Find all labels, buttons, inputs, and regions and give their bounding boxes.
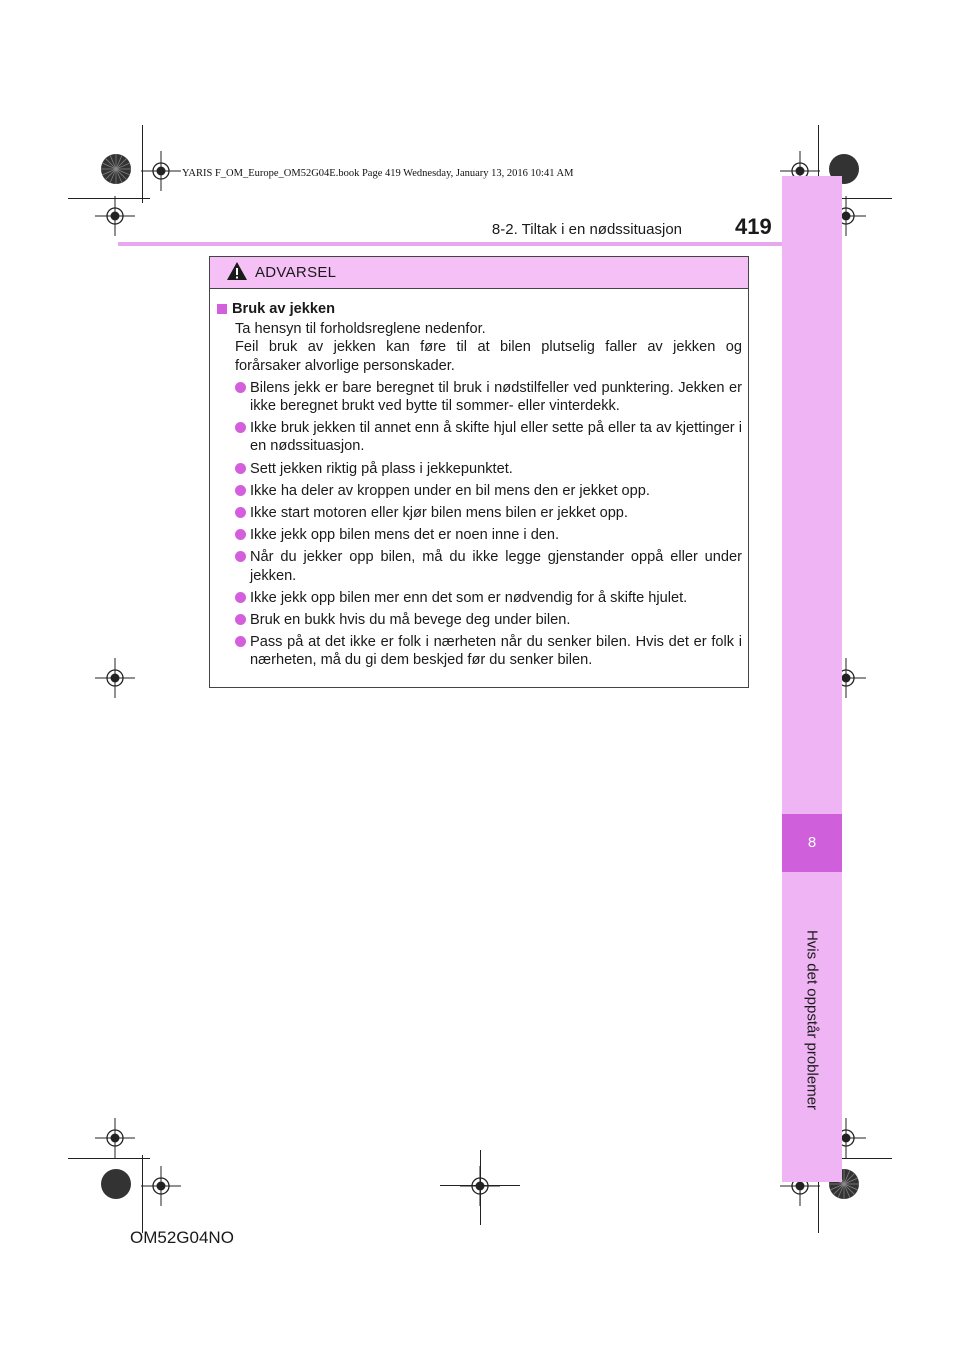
list-item-text: Ikke ha deler av kroppen under en bil mens den er jekket opp. [250, 482, 650, 499]
bullet-icon [235, 507, 246, 518]
registration-mark-icon [95, 196, 135, 236]
intro-text [235, 320, 742, 375]
registration-mark-icon [141, 1166, 181, 1206]
list-item [217, 504, 742, 522]
warning-triangle-icon [226, 261, 248, 286]
list-item-text: Bilens jekk er bare beregnet til bruk i nødstilfeller ved punktering. Jekken er ikke beregnet brukt ved bytte til sommer- eller vinterdekk. [250, 379, 742, 415]
intro-line: Ta hensyn til forholdsreglene nedenfor. [235, 321, 486, 338]
list-item-text: Ikke start motoren eller kjør bilen mens bilen er jekket opp. [250, 505, 628, 522]
bullet-icon [235, 382, 246, 393]
list-item-text: Pass på at det ikke er folk i nærheten når du senker bilen. Hvis det er folk i nærheten, må du gi dem beskjed før du senker bilen. [250, 634, 742, 669]
warning-header [210, 257, 748, 289]
sunburst-mark-icon [100, 153, 132, 185]
bullet-icon [235, 636, 246, 647]
header-rule [118, 242, 782, 246]
list-item [217, 379, 742, 415]
bullet-icon [235, 485, 246, 496]
crop-mark [68, 1158, 150, 1159]
registration-mark-icon [95, 1118, 135, 1158]
bullet-icon [235, 529, 246, 540]
section-title: 8-2. Tiltak i en nødssituasjon [491, 221, 682, 238]
chapter-title: Hvis det oppstår problemer [803, 929, 821, 1111]
intro-line: forårsaker alvorlige personskader. [235, 357, 455, 374]
warning-list [217, 379, 742, 670]
list-item [217, 482, 742, 500]
document-code: OM52G04NO [130, 1228, 234, 1247]
chapter-number-tab: 8 [782, 814, 842, 872]
bullet-icon [235, 614, 246, 625]
warning-body [210, 289, 748, 670]
intro-line: Feil bruk av jekken kan føre til at bilen plutselig faller av jekken og [235, 339, 742, 356]
warning-box [209, 256, 749, 688]
bullet-icon [235, 422, 246, 433]
sunburst-mark-icon [100, 1168, 132, 1200]
warning-title: ADVARSEL [255, 264, 337, 281]
list-item [217, 633, 742, 669]
registration-mark-icon [141, 151, 181, 191]
list-item [217, 460, 742, 478]
list-item [217, 526, 742, 544]
list-item-text: Bruk en bukk hvis du må bevege deg under bilen. [250, 612, 571, 629]
list-item-text: Sett jekken riktig på plass i jekkepunktet. [250, 460, 513, 477]
list-item-text: Når du jekker opp bilen, må du ikke legge gjenstander oppå eller under jekken. [250, 549, 742, 584]
print-slug: YARIS F_OM_Europe_OM52G04E.book Page 419 Wednesday, January 13, 2016 10:41 AM [182, 168, 574, 179]
bullet-icon [235, 551, 246, 562]
registration-mark-icon [95, 658, 135, 698]
section-heading [217, 300, 742, 318]
list-item-text: Ikke jekk opp bilen mens det er noen inne i den. [250, 527, 560, 544]
crop-mark [480, 1150, 481, 1225]
list-item-text: Ikke bruk jekken til annet enn å skifte hjul eller sette på eller ta av kjettinger i en nødssituasjon. [250, 420, 742, 455]
bullet-icon [235, 463, 246, 474]
list-item [217, 419, 742, 455]
list-item [217, 611, 742, 629]
list-item [217, 548, 742, 584]
page-number: 419 [735, 214, 772, 239]
square-bullet-icon [217, 304, 227, 314]
list-item-text: Ikke jekk opp bilen mer enn det som er nødvendig for å skifte hjulet. [250, 589, 688, 606]
list-item [217, 589, 742, 607]
bullet-icon [235, 592, 246, 603]
section-heading-text: Bruk av jekken [232, 301, 336, 317]
